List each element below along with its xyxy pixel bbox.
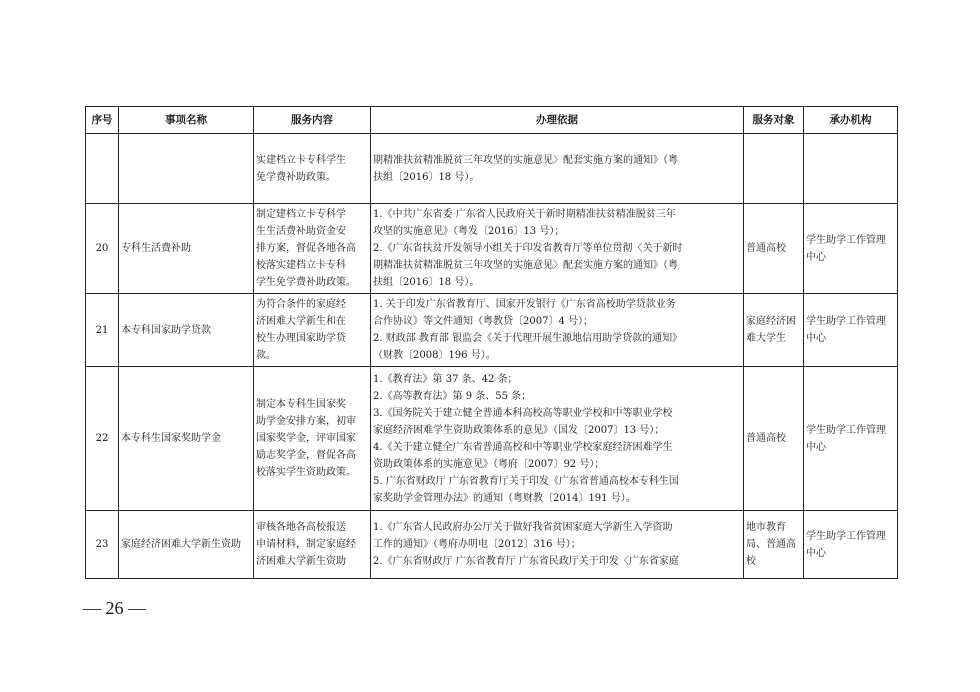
header-cell-item-name: 事项名称 — [119, 107, 254, 134]
text-line: 济困难大学新生和在 — [256, 316, 346, 327]
cell-item-name: 专科生活费补助 — [119, 204, 254, 294]
text-line: 扶组〔2016〕18 号）。 — [373, 277, 480, 288]
cell-agency: 学生助学工作管理中心 — [804, 294, 898, 367]
text-line: 为符合条件的家庭经 — [256, 299, 346, 310]
cell-agency — [804, 134, 898, 204]
cell-agency: 学生助学工作管理中心 — [804, 511, 898, 579]
text-line: 资助政策体系的实施意见》（粤府〔2007〕92 号）； — [373, 458, 605, 470]
text-line: 2.《广东省财政厅 广东省教育厅 广东省民政厅关于印发〈广东省家庭 — [373, 556, 679, 567]
text-line: 1.《中共广东省委 广东省人民政府关于新时期精准扶贫精准脱贫三年 — [373, 209, 676, 220]
cell-service-content — [254, 294, 371, 367]
header-cell-service-content: 服务内容 — [254, 107, 371, 134]
cell-basis — [371, 511, 744, 579]
cell-no — [86, 134, 119, 204]
cell-service-content — [254, 367, 371, 511]
text-line: 国家奖学金，评审国家 — [256, 433, 356, 444]
text-line: 生生活费补助资金安 — [256, 226, 346, 237]
header-cell-agency: 承办机构 — [804, 107, 898, 134]
text-line: （财教〔2008〕196 号）。 — [373, 350, 496, 361]
text-line: 家庭经济困难学生资助政策体系的意见》（国发〔2007〕13 号）； — [373, 424, 665, 436]
cell-target: 普通高校 — [744, 204, 804, 294]
text-line: 款。 — [256, 350, 276, 361]
text-line: 期精准扶贫精准脱贫三年攻坚的实施意见〉配套实施方案的通知》（粤 — [373, 260, 678, 271]
text-line: 1.《教育法》第 37 条、42 条； — [373, 373, 518, 385]
table-row — [86, 204, 898, 294]
text-line: 扶组〔2016〕18 号）。 — [373, 171, 480, 183]
cell-target — [744, 134, 804, 204]
text-line: 4.《关于建立健全广东省普通高校和中等职业学校家庭经济困难学生 — [373, 441, 673, 453]
cell-item-name: 本专科国家助学贷款 — [119, 294, 254, 367]
text-line: 5. 广东省财政厅 广东省教育厅关于印发《广东省普通高校本专科生国 — [373, 475, 679, 487]
cell-no: 22 — [86, 367, 119, 511]
text-line: 1.《广东省人民政府办公厅关于做好我省贫困家庭大学新生入学资助 — [373, 522, 673, 533]
cell-basis — [371, 294, 744, 367]
text-line: 家奖助学金管理办法》的通知（粤财教〔2014〕191 号）。 — [373, 492, 636, 504]
table-row — [86, 511, 898, 579]
text-line: 申请材料，制定家庭经 — [256, 539, 356, 550]
header-cell-basis: 办理依据 — [371, 107, 744, 134]
text-line: 期精准扶贫精准脱贫三年攻坚的实施意见〉配套实施方案的通知》（粤 — [373, 154, 678, 166]
text-line: 学生免学费补助政策。 — [256, 277, 356, 288]
table-row — [86, 367, 898, 511]
text-line: 校生办理国家助学贷 — [256, 333, 346, 344]
text-line: 济困难大学新生资助 — [256, 556, 346, 567]
cell-target: 普通高校 — [744, 367, 804, 511]
text-line: 2.《广东省扶贫开发领导小组关于印发省教育厅等单位贯彻〈关于新时 — [373, 243, 683, 254]
cell-basis — [371, 204, 744, 294]
cell-item-name — [119, 134, 254, 204]
text-line: 审核各地各高校报送 — [256, 522, 346, 533]
cell-item-name: 家庭经济困难大学新生资助 — [119, 511, 254, 579]
table-header-row — [86, 107, 898, 134]
cell-no: 21 — [86, 294, 119, 367]
text-line: 攻坚的实施意见》（粤发〔2016〕13 号）； — [373, 226, 565, 237]
text-line: 助学金安排方案，初审 — [256, 416, 356, 427]
cell-service-content — [254, 204, 371, 294]
page-number: — 26 — — [83, 598, 146, 618]
cell-no: 20 — [86, 204, 119, 294]
cell-target: 家庭经济困难大学生 — [744, 294, 804, 367]
text-line: 校落实学生资助政策。 — [256, 467, 356, 478]
table-row — [86, 294, 898, 367]
cell-target: 地市教育局、普通高校 — [744, 511, 804, 579]
text-line: 实建档立卡专科学生 — [256, 154, 346, 166]
header-cell-no: 序号 — [86, 107, 119, 134]
cell-basis — [371, 367, 744, 511]
table-row — [86, 134, 898, 204]
text-line: 校落实建档立卡专科 — [256, 260, 346, 271]
text-line: 制定建档立卡专科学 — [256, 209, 346, 220]
cell-agency: 学生助学工作管理中心 — [804, 367, 898, 511]
cell-item-name: 本专科生国家奖助学金 — [119, 367, 254, 511]
text-line: 合作协议》等文件通知（粤教贷〔2007〕4 号）； — [373, 316, 593, 327]
header-cell-target: 服务对象 — [744, 107, 804, 134]
cell-service-content — [254, 134, 371, 204]
cell-no: 23 — [86, 511, 119, 579]
text-line: 励志奖学金，督促各高 — [256, 450, 356, 461]
text-line: 1. 关于印发广东省教育厅、国家开发银行《广东省高校助学贷款业务 — [373, 299, 676, 310]
text-line: 2. 财政部 教育部 银监会《关于代理开展生源地信用助学贷款的通知》 — [373, 333, 683, 344]
text-line: 2.《高等教育法》第 9 条、55 条； — [373, 390, 532, 402]
text-line: 3.《国务院关于建立健全普通本科高校高等职业学校和中等职业学校 — [373, 407, 673, 419]
cell-service-content — [254, 511, 371, 579]
text-line: 工作的通知》（粤府办明电〔2012〕316 号）； — [373, 539, 581, 550]
text-line: 免学费补助政策。 — [256, 171, 336, 183]
text-line: 排方案，督促各地各高 — [256, 243, 356, 254]
service-items-table — [85, 106, 898, 579]
cell-agency: 学生助学工作管理中心 — [804, 204, 898, 294]
text-line: 制定本专科生国家奖 — [256, 399, 346, 410]
cell-basis — [371, 134, 744, 204]
